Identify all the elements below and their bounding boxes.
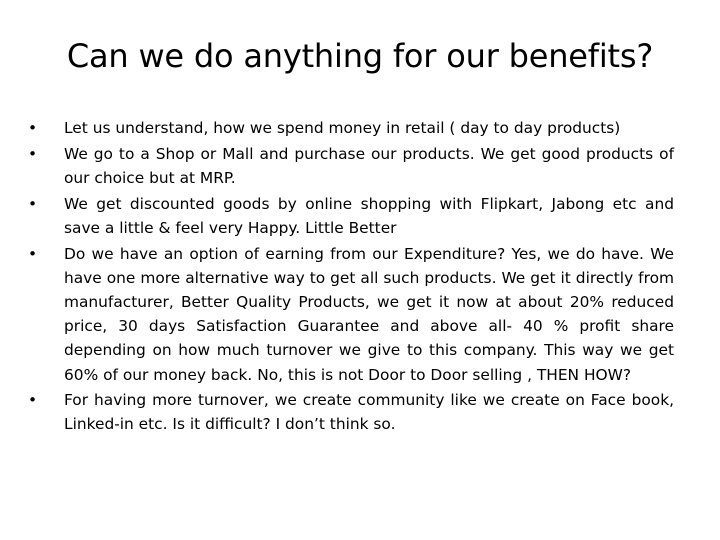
bullet-item bbox=[28, 116, 674, 140]
bullet-icon: • bbox=[28, 244, 38, 263]
bullet-item bbox=[28, 242, 674, 387]
bullet-text: We get discounted goods by online shopping with Flipkart, Jabong etc and save a little & feel very Happy. Little Better bbox=[64, 194, 674, 237]
bullet-icon: • bbox=[28, 119, 38, 137]
bullet-text: We go to a Shop or Mall and purchase our products. We get good products of our choice but at MRP. bbox=[64, 144, 674, 187]
bullet-item bbox=[28, 388, 674, 436]
bullet-icon: • bbox=[28, 391, 38, 410]
bullet-icon: • bbox=[28, 194, 38, 213]
bullet-text: For having more turnover, we create community like we create on Face book, Linked-in etc. Is it difficult? I don’t think so. bbox=[64, 391, 674, 434]
bullet-item bbox=[28, 142, 674, 190]
bullet-item bbox=[28, 192, 674, 240]
bullet-text: Do we have an option of earning from our Expenditure? Yes, we do have. We have one more alternative way to get all such products. We get it directly from manufacturer, Better Quality Products, we get it now at about 20% reduced price, 30 days Satisfaction Guarantee and above all- 40 % profit share depending on how much turnover we give to this company. This way we get 60% of our money back. No, this is not Door to Door selling , THEN HOW? bbox=[64, 244, 674, 384]
bullet-icon: • bbox=[28, 144, 38, 163]
slide-title: Can we do anything for our benefits? bbox=[66, 37, 654, 75]
bullet-text: Let us understand, how we spend money in retail ( day to day products) bbox=[64, 119, 621, 137]
bullet-list bbox=[28, 116, 674, 438]
